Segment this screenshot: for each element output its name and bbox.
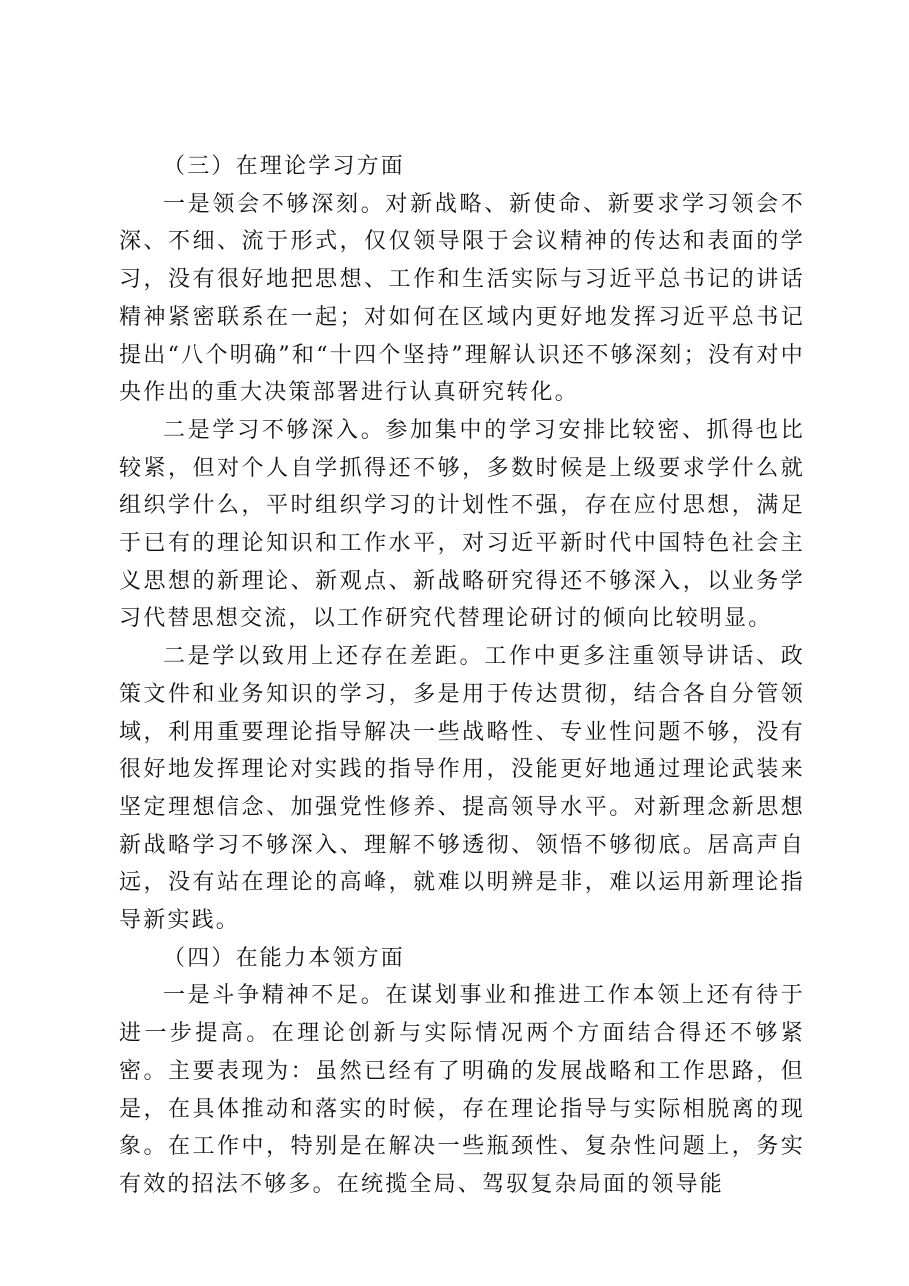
- section-heading-ability: （四）在能力本领方面: [163, 945, 406, 971]
- paragraph-fighting-spirit: 一是斗争精神不足。在谋划事业和推进工作本领上还有待于进一步提高。在理论创新与实际情况两个方面结合得还不够紧密。主要表现为：虽然已经有了明确的发展战略和工作思路，但是，在具体推动和落实的时候，存在理论指导与实际相脱离的现象。在工作中，特别是在解决一些瓶颈性、复杂性问题上，务实有效的招法不够多。在统揽全局、驾驭复杂局面的领导能: [119, 983, 805, 1197]
- section-heading-theory-study: （三）在理论学习方面: [163, 154, 406, 179]
- paragraph-application: 二是学以致用上还存在差距。工作中更多注重领导讲话、政策文件和业务知识的学习，多是用于传达贯彻，结合各自分管领域，利用重要理论指导解决一些战略性、专业性问题不够，没有很好地发挥理论对实践的指导作用，没能更好地通过理论武装来坚定理想信念、加强党性修养、提高领导水平。对新理念新思想新战略学习不够深入、理解不够透彻、领悟不够彻底。居高声自远，没有站在理论的高峰，就难以明辨是非，难以运用新理论指导新实践。: [119, 644, 805, 934]
- paragraph-understanding: 一是领会不够深刻。对新战略、新使命、新要求学习领会不深、不细、流于形式，仅仅领导限于会议精神的传达和表面的学习，没有很好地把思想、工作和生活实际与习近平总书记的讲话精神紧密联系在一起；对如何在区域内更好地发挥习近平总书记提出“八个明确”和“十四个坚持”理解认识还不够深刻；没有对中央作出的重大决策部署进行认真研究转化。: [119, 191, 805, 406]
- paragraph-study-depth: 二是学习不够深入。参加集中的学习安排比较密、抓得也比较紧，但对个人自学抓得还不够，多数时候是上级要求学什么就组织学什么，平时组织学习的计划性不强，存在应付思想，满足于已有的理论知识和工作水平，对习近平新时代中国特色社会主义思想的新理论、新观点、新战略研究得还不够深入，以业务学习代替思想交流，以工作研究代替理论研讨的倾向比较明显。: [119, 417, 805, 632]
- document-body: [119, 148, 805, 1204]
